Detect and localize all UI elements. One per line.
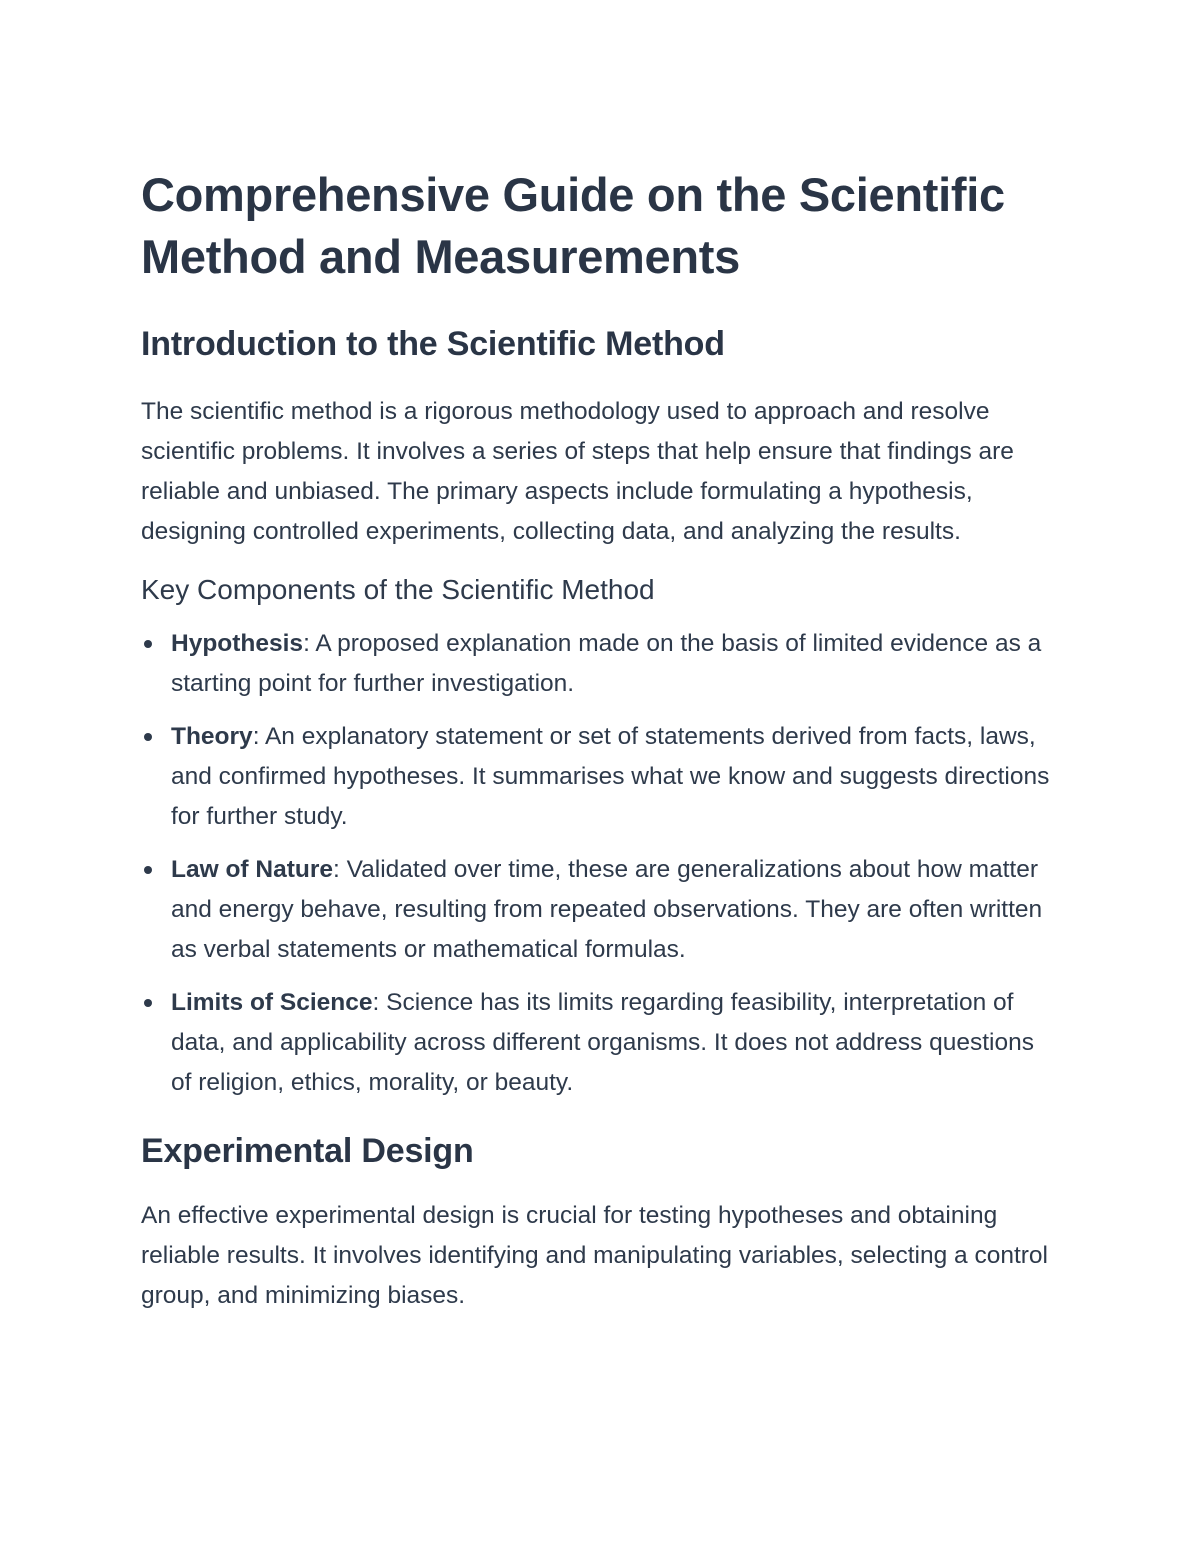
list-item-term: Limits of Science	[171, 989, 373, 1016]
list-item-separator: :	[303, 630, 310, 657]
section-heading-experimental-design: Experimental Design	[141, 1132, 474, 1170]
list-item-text: Science has its limits regarding feasibility, interpretation of data, and applicability across different organisms. It does not address questions of religion, ethics, morality, or beauty.	[171, 989, 1034, 1096]
list-item-text: Validated over time, these are generalizations about how matter and energy behave, resulting from repeated observations. They are often written as verbal statements or mathematical formulas.	[171, 856, 1043, 963]
key-components-list	[141, 624, 1061, 1103]
section-heading-introduction: Introduction to the Scientific Method	[141, 325, 725, 363]
document-page	[141, 164, 1061, 1316]
bullet-icon	[144, 733, 152, 741]
list-item-term: Law of Nature	[171, 856, 333, 883]
list-item	[141, 983, 1061, 1103]
list-item-term: Hypothesis	[171, 630, 304, 657]
introduction-paragraph: The scientific method is a rigorous methodology used to approach and resolve scientific problems. It involves a series of steps that help ensure that findings are reliable and unbiased. The primary aspects include formulating a hypothesis, designing controlled experiments, collecting data, and analyzing the results.	[141, 398, 1014, 545]
list-item-term: Theory	[171, 723, 253, 750]
bullet-icon	[144, 999, 152, 1007]
bullet-icon	[144, 866, 152, 874]
list-item	[141, 850, 1061, 970]
list-item-separator: :	[333, 856, 340, 883]
list-item-separator: :	[372, 989, 380, 1016]
list-item-separator: :	[252, 723, 260, 750]
subheading-key-components: Key Components of the Scientific Method	[141, 574, 655, 605]
experimental-design-paragraph: An effective experimental design is crucial for testing hypotheses and obtaining reliable results. It involves identifying and manipulating variables, selecting a control group, and minimizing biases.	[141, 1202, 1048, 1309]
list-item	[141, 717, 1061, 837]
list-item-text: An explanatory statement or set of statements derived from facts, laws, and confirmed hypotheses. It summarises what we know and suggests directions for further study.	[171, 723, 1050, 830]
list-item-text: A proposed explanation made on the basis of limited evidence as a starting point for further investigation.	[171, 630, 1042, 697]
page-title: Comprehensive Guide on the Scientific Method and Measurements	[141, 168, 1005, 283]
bullet-icon	[144, 640, 152, 648]
list-item	[141, 624, 1061, 704]
